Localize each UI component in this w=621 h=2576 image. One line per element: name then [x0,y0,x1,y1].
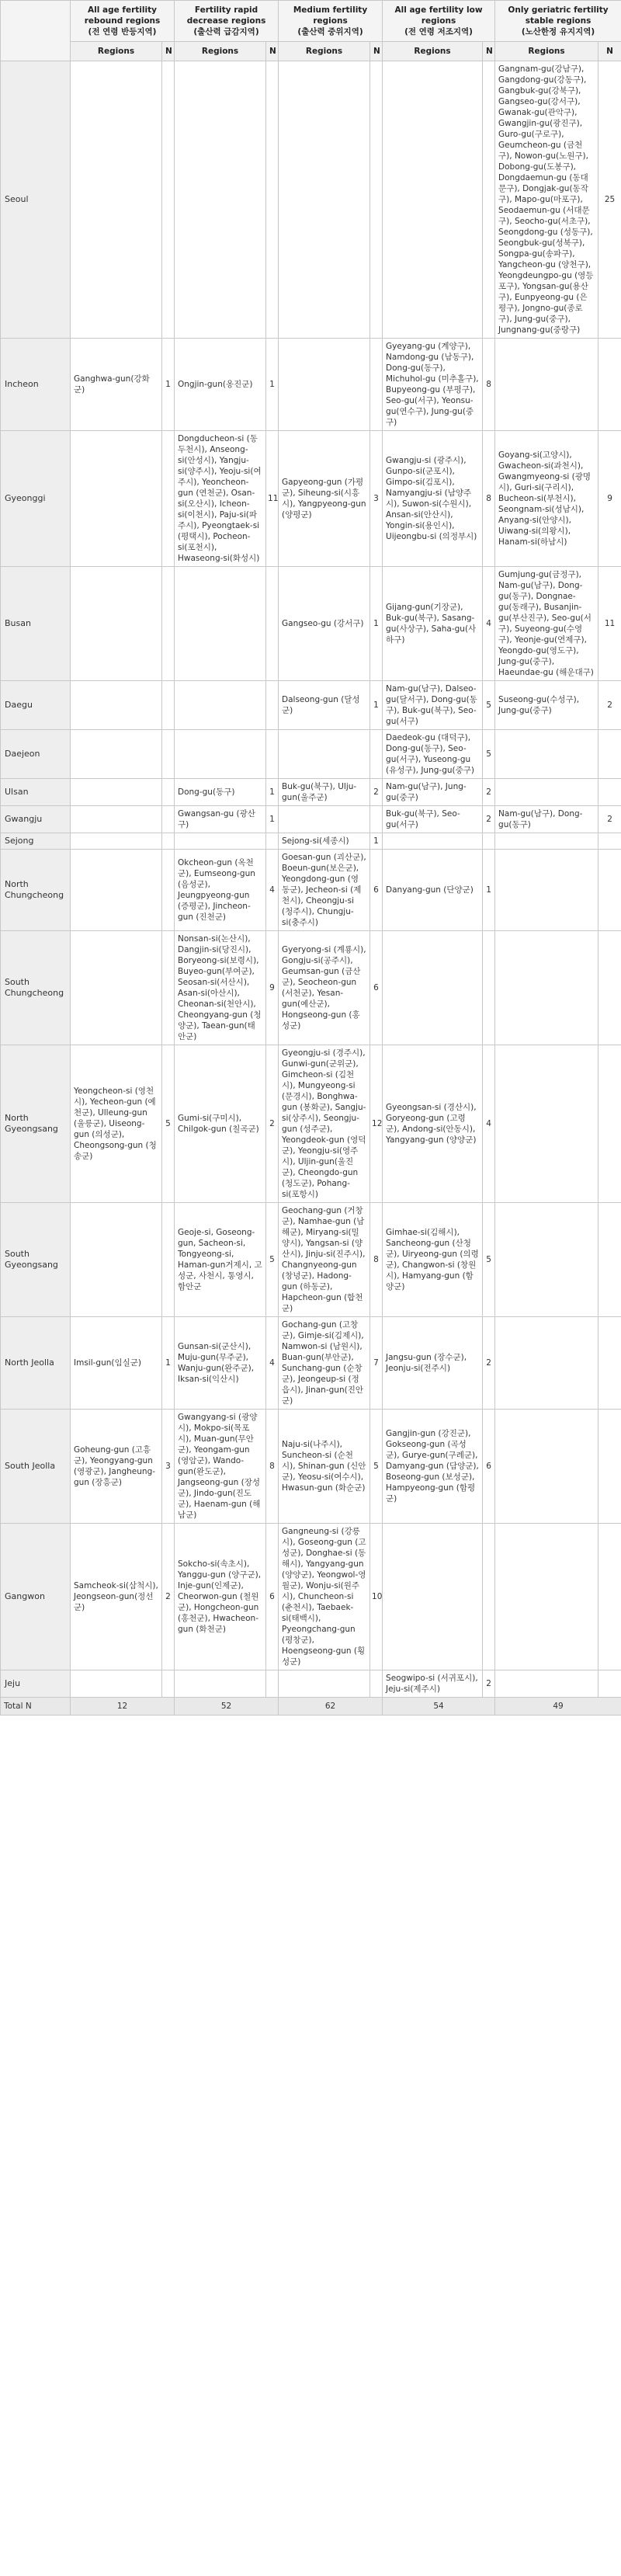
regions-cell: Okcheon-gun (옥천군), Eumseong-gun (음성군), Jeungpyeong-gun (증평군), Jincheon-gun (진천군) [175,850,266,931]
n-cell [598,1410,621,1524]
table-row [1,806,621,833]
n-cell [162,61,175,339]
regions-cell: Gwangsan-gu (광산구) [175,806,266,833]
total-row [1,1698,621,1716]
n-cell [162,681,175,730]
n-cell: 2 [370,779,383,806]
regions-cell: Gyeongsan-si (경산시), Goryeong-gun (고령군), Andong-si(안동시), Yangyang-gun (양양군) [383,1045,483,1203]
regions-cell [383,61,483,339]
n-cell: 2 [598,806,621,833]
n-cell [483,61,495,339]
table-row [1,431,621,567]
regions-cell: Geochang-gun (거창군), Namhae-gun (남해군), Miryang-si(밀양시), Yangsan-si (양산시), Jinju-si(진주시), Changnyeong-gun (창녕군), Hadong-gun (하동군), Hapcheon-gun (합천군) [279,1203,370,1317]
regions-cell: Yeongcheon-si (영천시), Yecheon-gun (예천군), Ulleung-gun (울릉군), Uiseong-gun (의성군), Cheongsong-gun (청송군) [71,1045,162,1203]
n-cell [483,931,495,1045]
province-label: Ulsan [1,779,71,806]
n-cell: 6 [370,850,383,931]
regions-cell: Gimhae-si(김해시), Sancheong-gun (산청군), Uiryeong-gun (의령군), Changwon-si (창원시), Hamyang-gun (함양군) [383,1203,483,1317]
regions-cell [175,730,266,779]
regions-cell: Gwangju-si (광주시), Gunpo-si(군포시), Gimpo-si(김포시), Namyangju-si (남양주시), Suwon-si(수원시), Ansan-si(안산시), Yongin-si(용인시), Uijeongbu-si (의정부시) [383,431,483,567]
n-cell [266,730,279,779]
regions-cell [495,1317,598,1410]
n-cell [162,431,175,567]
regions-cell [495,850,598,931]
header-group-row [1,1,621,42]
regions-cell: Imsil-gun(임실군) [71,1317,162,1410]
header-regions: Regions [175,42,266,61]
n-cell [370,339,383,431]
regions-cell [71,833,162,850]
n-cell: 5 [483,681,495,730]
n-cell [598,1317,621,1410]
n-cell [598,1203,621,1317]
province-label: Sejong [1,833,71,850]
province-label: South Gyeongsang [1,1203,71,1317]
total-value: 62 [279,1698,383,1716]
n-cell: 3 [162,1410,175,1524]
regions-cell [383,931,483,1045]
n-cell: 11 [598,567,621,681]
regions-cell: Gwangyang-si (광양시), Mokpo-si(목포시), Muan-gun(무안군), Yeongam-gun (영암군), Wando-gun(완도군), Jangseong-gun (장성군), Jindo-gun(진도군), Haenam-gun (해남군) [175,1410,266,1524]
regions-cell: Nam-gu(남구), Dalseo-gu(달서구), Dong-gu(동구), Buk-gu(북구), Seo-gu(서구) [383,681,483,730]
n-cell [162,1203,175,1317]
total-value: 54 [383,1698,495,1716]
n-cell [162,806,175,833]
header-group: Fertility rapid decrease regions (출산력 급감지역) [175,1,279,42]
regions-cell: Dalseong-gun (달성군) [279,681,370,730]
regions-cell [495,931,598,1045]
regions-cell: Samcheok-si(삼척시), Jeongseon-gun(정선군) [71,1524,162,1670]
regions-cell [495,730,598,779]
regions-cell: Goheung-gun (고흥군), Yeongyang-gun (영광군), Jangheung-gun (장흥군) [71,1410,162,1524]
n-cell: 8 [483,339,495,431]
n-cell: 1 [483,850,495,931]
province-label: South Chungcheong [1,931,71,1045]
header-n: N [483,42,495,61]
header-group: All age fertility rebound regions (전 연령 반등지역) [71,1,175,42]
n-cell [598,1045,621,1203]
n-cell [598,779,621,806]
header-group: All age fertility low regions (전 연령 저조지역) [383,1,495,42]
regions-cell: Daedeok-gu (대덕구), Dong-gu(동구), Seo-gu(서구), Yuseong-gu (유성구), Jung-gu(중구) [383,730,483,779]
regions-cell: Gangseo-gu (강서구) [279,567,370,681]
regions-cell [495,339,598,431]
header-n: N [266,42,279,61]
n-cell: 10 [370,1524,383,1670]
regions-cell: Gumjung-gu(금정구), Nam-gu(남구), Dong-gu(동구), Dongnae-gu(동래구), Busanjin-gu(부산진구), Seo-gu(서구), Suyeong-gu(수영구), Yeonje-gu(연제구), Yeongdo-gu(영도구), Jung-gu(중구), Haeundae-gu (해운대구) [495,567,598,681]
table-row [1,681,621,730]
table-row [1,730,621,779]
province-label: North Chungcheong [1,850,71,931]
n-cell: 5 [266,1203,279,1317]
province-label: Daejeon [1,730,71,779]
header-n: N [370,42,383,61]
regions-cell [495,1670,598,1698]
n-cell [266,567,279,681]
total-value: 52 [175,1698,279,1716]
regions-cell: Nonsan-si(논산시), Dangjin-si(당진시), Boryeong-si(보령시), Buyeo-gun(부여군), Seosan-si(서산시), Asan-si(아산시), Cheonan-si(천안시), Cheongyang-gun (청양군), Taean-gun(태안군) [175,931,266,1045]
regions-cell [71,1670,162,1698]
n-cell: 5 [483,1203,495,1317]
header-regions: Regions [495,42,598,61]
regions-cell: Gangneung-si (강릉시), Goseong-gun (고성군), Donghae-si (동해시), Yangyang-gun (양양군), Yeongwol-영월군), Wonju-si(원주시), Chuncheon-si (춘천시), Taebaek-si(태백시), Pyeongchang-gun (평창군), Hoengseong-gun (횡성군) [279,1524,370,1670]
n-cell: 2 [483,779,495,806]
regions-cell [383,833,483,850]
regions-cell: Dong-gu(동구) [175,779,266,806]
n-cell: 1 [370,681,383,730]
province-label: Seoul [1,61,71,339]
n-cell: 3 [370,431,383,567]
n-cell: 6 [483,1410,495,1524]
n-cell [266,833,279,850]
n-cell: 1 [370,833,383,850]
regions-cell [495,1045,598,1203]
regions-cell: Buk-gu(북구), Ulju-gun(울주군) [279,779,370,806]
n-cell: 12 [370,1045,383,1203]
n-cell: 2 [483,1317,495,1410]
province-label: Gangwon [1,1524,71,1670]
regions-cell [279,339,370,431]
table-row [1,1670,621,1698]
province-label: South Jeolla [1,1410,71,1524]
n-cell: 2 [162,1524,175,1670]
regions-cell: Ongjin-gun(옹진군) [175,339,266,431]
n-cell [483,833,495,850]
table-row [1,1045,621,1203]
n-cell [162,779,175,806]
regions-cell: Nam-gu(남구), Jung-gu(중구) [383,779,483,806]
province-label: Incheon [1,339,71,431]
province-label: Jeju [1,1670,71,1698]
regions-cell: Gochang-gun (고창군), Gimje-si(김제시), Namwon-si (남원시), Buan-gun(부안군), Sunchang-gun (순창군), Jeongeup-si (정읍시), Jinan-gun(진안군) [279,1317,370,1410]
n-cell [598,1524,621,1670]
regions-cell [495,1524,598,1670]
regions-cell [71,61,162,339]
n-cell [162,730,175,779]
regions-cell [279,1670,370,1698]
regions-cell: Ganghwa-gun(강화군) [71,339,162,431]
header-sub-row [1,42,621,61]
n-cell [266,681,279,730]
table-row [1,833,621,850]
n-cell: 4 [483,1045,495,1203]
regions-cell [71,1203,162,1317]
table-row [1,850,621,931]
regions-cell [279,806,370,833]
table-row [1,339,621,431]
header-n: N [162,42,175,61]
n-cell: 8 [483,431,495,567]
n-cell: 2 [598,681,621,730]
province-label: North Gyeongsang [1,1045,71,1203]
table-row [1,61,621,339]
regions-cell [495,779,598,806]
province-label: Daegu [1,681,71,730]
n-cell: 1 [266,806,279,833]
n-cell [370,61,383,339]
table-row [1,1317,621,1410]
n-cell: 1 [370,567,383,681]
header-regions: Regions [71,42,162,61]
regions-cell [175,1670,266,1698]
n-cell: 6 [266,1524,279,1670]
regions-cell: Geoje-si, Goseong-gun, Sacheon-si, Tongyeong-si, Haman-gun거제시, 고성군, 사천시, 통영시, 함안군 [175,1203,266,1317]
n-cell: 4 [266,850,279,931]
regions-cell: Gijang-gun(기장군), Buk-gu(북구), Sasang-gu(사상구), Saha-gu(사하구) [383,567,483,681]
n-cell [483,1524,495,1670]
regions-cell: Gyeryong-si (계룡시), Gongju-si(공주시), Geumsan-gun (금산군), Seocheon-gun (서천군), Yesan-gun(예산군), Hongseong-gun (홍성군) [279,931,370,1045]
n-cell [598,833,621,850]
n-cell: 5 [162,1045,175,1203]
regions-cell [71,730,162,779]
province-label: Gwangju [1,806,71,833]
regions-cell [175,681,266,730]
regions-cell: Seogwipo-si (서귀포시), Jeju-si(제주시) [383,1670,483,1698]
n-cell: 11 [266,431,279,567]
n-cell: 4 [266,1317,279,1410]
n-cell [598,850,621,931]
regions-cell: Sejong-si(세종시) [279,833,370,850]
province-label: Busan [1,567,71,681]
header-group: Medium fertility regions (출산력 중위지역) [279,1,383,42]
n-cell [598,931,621,1045]
n-cell: 2 [266,1045,279,1203]
n-cell: 1 [266,779,279,806]
table-body [1,61,621,1698]
regions-cell [279,730,370,779]
regions-cell: Danyang-gun (단양군) [383,850,483,931]
n-cell [598,730,621,779]
n-cell [162,850,175,931]
n-cell: 9 [266,931,279,1045]
regions-cell [71,931,162,1045]
n-cell: 8 [266,1410,279,1524]
regions-cell [71,779,162,806]
n-cell [266,61,279,339]
regions-cell: Gumi-si(구미시), Chilgok-gun (칠곡군) [175,1045,266,1203]
regions-cell: Gangnam-gu(강남구), Gangdong-gu(강동구), Gangbuk-gu(강북구), Gangseo-gu(강서구), Gwanak-gu(관악구), Gwangjin-gu(광진구), Guro-gu(구로구), Geumcheon-gu (금천구), Nowon-gu(노원구), Dobong-gu(도봉구), Dongdaemun-gu (동대문구), Dongjak-gu(동작구), Mapo-gu(마포구), Seodaemun-gu (서대문구), Seocho-gu(서초구), Seongdong-gu (성동구), Seongbuk-gu(성북구), Songpa-gu(송파구), Yangcheon-gu (양천구), Yeongdeungpo-gu (영등포구), Yongsan-gu(용산구), Eunpyeong-gu (은평구), Jongno-gu(종로구), Jung-gu(중구), Jungnang-gu(중랑구) [495,61,598,339]
n-cell [266,1670,279,1698]
regions-cell: Gyeongju-si (경주시), Gunwi-gun(군위군), Gimcheon-si (김천시), Mungyeong-si (문경시), Bonghwa-gun (봉화군), Sangju-si(상주시), Seongju-gun (성주군), Yeongdeok-gun (영덕군), Yeongju-si(영주시), Uljin-gun(울진군), Cheongdo-gun (청도군), Pohang-si(포항시) [279,1045,370,1203]
regions-cell [495,833,598,850]
total-value: 49 [495,1698,621,1716]
n-cell [370,1670,383,1698]
n-cell: 5 [370,1410,383,1524]
table-row [1,567,621,681]
n-cell [370,730,383,779]
n-cell: 9 [598,431,621,567]
table-row [1,779,621,806]
regions-cell: Jangsu-gun (장수군), Jeonju-si(전주시) [383,1317,483,1410]
regions-cell: Goyang-si(고양시), Gwacheon-si(과천시), Gwangmyeong-si (광명시), Guri-si(구리시), Bucheon-si(부천시), Seongnam-si(성남시), Anyang-si(안양시), Uiwang-si(의왕시), Hanam-si(하남시) [495,431,598,567]
regions-cell: Gangjin-gun (강진군), Gokseong-gun (곡성군), Gurye-gun(구례군), Damyang-gun (담양군), Boseong-gun (보성군), Hampyeong-gun (함평군) [383,1410,483,1524]
n-cell: 1 [162,1317,175,1410]
total-value: 12 [71,1698,175,1716]
n-cell: 1 [266,339,279,431]
header-group: Only geriatric fertility stable regions (노산한정 유지지역) [495,1,621,42]
n-cell [370,806,383,833]
regions-cell [495,1203,598,1317]
regions-cell [175,567,266,681]
regions-cell: Gunsan-si(군산시), Muju-gun(무주군), Wanju-gun(완주군), Iksan-si(익산시) [175,1317,266,1410]
regions-cell [495,1410,598,1524]
n-cell [598,339,621,431]
province-label: Gyeonggi [1,431,71,567]
n-cell: 2 [483,1670,495,1698]
regions-cell: Buk-gu(북구), Seo-gu(서구) [383,806,483,833]
table-row [1,1203,621,1317]
regions-cell: Nam-gu(남구), Dong-gu(동구) [495,806,598,833]
n-cell: 8 [370,1203,383,1317]
regions-cell: Dongducheon-si (동두천시), Anseong-si(안성시), Yangju-si(양주시), Yeoju-si(여주시), Yeoncheon-gun (연천군), Osan-si(오산시), Icheon-si(이천시), Paju-si(파주시), Pyeongtaek-si (평택시), Pocheon-si(포천시), Hwaseong-si(화성시) [175,431,266,567]
n-cell [162,567,175,681]
table-row [1,1410,621,1524]
regions-cell [175,833,266,850]
regions-cell: Gapyeong-gun (가평군), Siheung-si(시흥시), Yangpyeong-gun (양평군) [279,431,370,567]
province-label: North Jeolla [1,1317,71,1410]
header-regions: Regions [383,42,483,61]
n-cell: 6 [370,931,383,1045]
n-cell: 5 [483,730,495,779]
regions-cell: Suseong-gu(수성구), Jung-gu(중구) [495,681,598,730]
n-cell: 7 [370,1317,383,1410]
table-row [1,1524,621,1670]
regions-cell [71,806,162,833]
n-cell: 2 [483,806,495,833]
regions-cell: Gyeyang-gu (계양구), Namdong-gu (남동구), Dong-gu(동구), Michuhol-gu (미추홀구), Bupyeong-gu (부평구), Seo-gu(서구), Yeonsu-gu(연수구), Jung-gu(중구) [383,339,483,431]
header-regions: Regions [279,42,370,61]
regions-cell [71,850,162,931]
regions-cell [71,681,162,730]
regions-cell: Sokcho-si(속초시), Yanggu-gun (양구군), Inje-gun(인제군), Cheorwon-gun (철원군), Hongcheon-gun (홍천군), Hwacheon-gun (화천군) [175,1524,266,1670]
table-row [1,931,621,1045]
regions-cell [71,431,162,567]
header-corner [1,1,71,61]
regions-cell: Goesan-gun (괴산군), Boeun-gun(보은군), Yeongdong-gun (영동군), Jecheon-si (제천시), Cheongju-si (청주시), Chungju-si(충주시) [279,850,370,931]
n-cell: 25 [598,61,621,339]
header-n: N [598,42,621,61]
regions-cell [279,61,370,339]
total-label: Total N [1,1698,71,1716]
regions-cell: Naju-si(나주시), Suncheon-si (순천시), Shinan-gun (신안군), Yeosu-si(여수시), Hwasun-gun (화순군) [279,1410,370,1524]
regions-cell [175,61,266,339]
n-cell [162,931,175,1045]
regions-cell [383,1524,483,1670]
n-cell: 4 [483,567,495,681]
n-cell [162,1670,175,1698]
n-cell [162,833,175,850]
regions-cell [71,567,162,681]
n-cell: 1 [162,339,175,431]
n-cell [598,1670,621,1698]
